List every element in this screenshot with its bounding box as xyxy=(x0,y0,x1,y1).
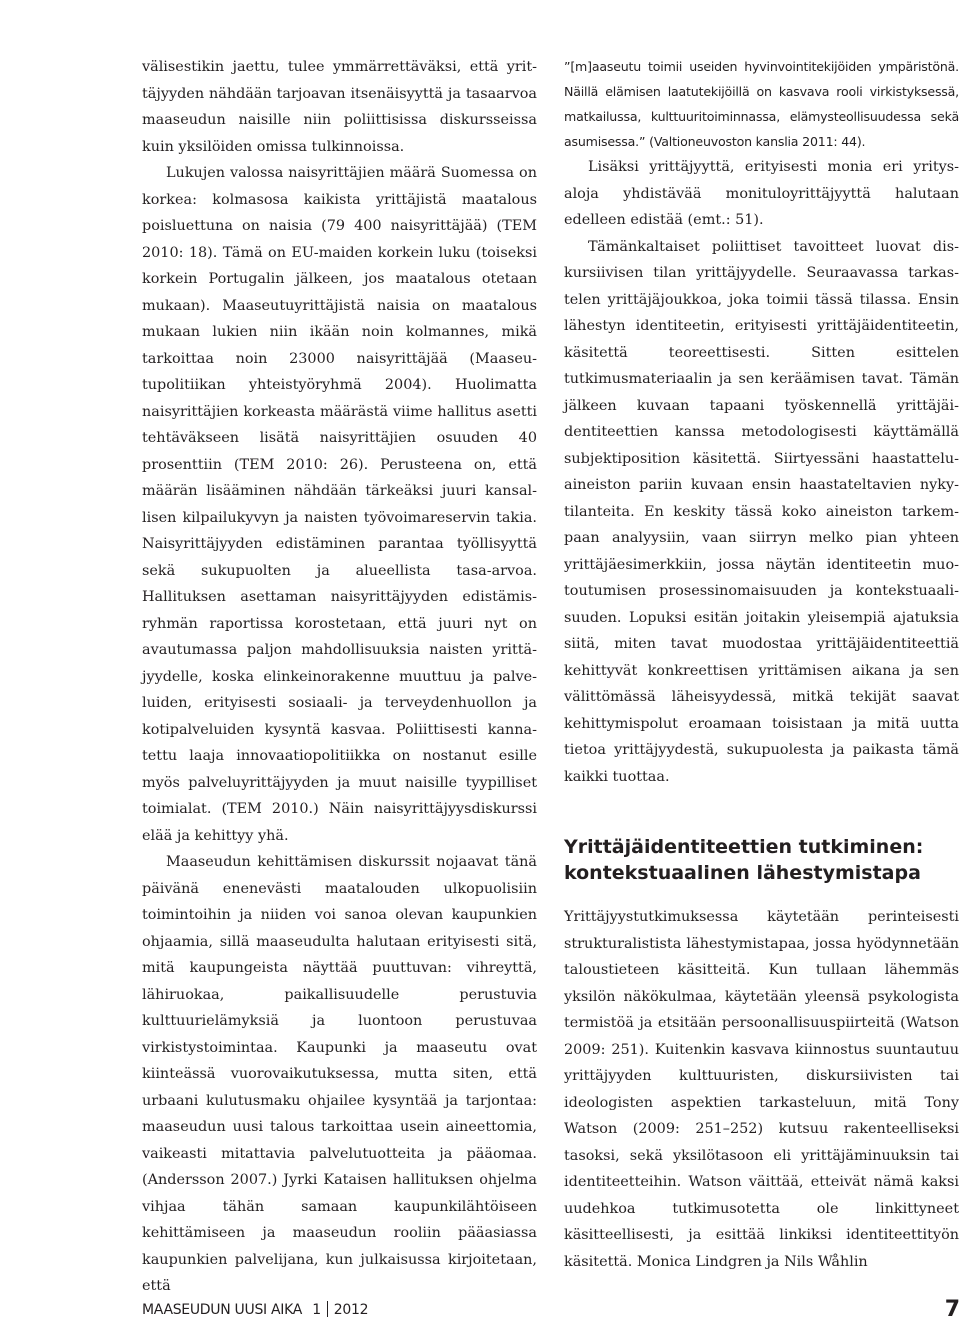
issue-year: 2012 xyxy=(333,1302,369,1318)
body-paragraph: Lukujen valossa naisyrittäjien määrä Suomessa on korkea: kolmasosa kaikista yrittäjistä maatalous poisluettuna on naisia (79 400 naisyrittäjää) (TEM 2010: 18). Tämä on EU-maiden korkein luku (toiseksi korkein Portugalin jälkeen, jos maatalous otetaan mukaan). Maaseutuyrittäjistä naisia on maatalous mukaan lukien niin ikään noin kolmannes, mikä tarkoittaa noin 23000 naisyrittäjää (Maaseutupolitiikan yhteistyöryhmä 2004). Huolimatta naisyrittäjien korkeasta määrästä viime hallitus asetti tehtäväkseen lisätä naisyrittäjien osuuden 40 prosenttiin (TEM 2010: 26). Perusteena on, että määrän lisääminen nähdään tärkeäksi juuri kansallisen kilpailukyvyn ja naisten työvoimareservin takia. Naisyrittäjyyden edistäminen parantaa työllisyyttä sekä sukupuolten ja alueellista tasa-arvoa. Hallituksen asettaman naisyrittäjyyden edistämisryhmän raportissa korostetaan, että juuri nyt on avautumassa paljon mahdollisuuksia naisten yrittäjyydelle, koska elinkeinorakenne muuttuu ja palveluiden, erityisesti sosiaali- ja terveydenhuollon ja kotipalveluiden kysyntä kasvaa. Poliittisesti kannatettu laaja innovaatiopolitiikka on nostanut esille myös palveluyrittäjyyden ja muut naisille tyypilliset toimialat. (TEM 2010.) Näin naisyrittäjyysdiskurssi elää ja kehittyy yhä. xyxy=(142,165,537,844)
body-paragraph: Yrittäjyystutkimuksessa käytetään perinteisesti strukturalistista lähestymistapaa, jossa hyödynnetään taloustieteen käsitteitä. Kun tullaan lähemmäs yksilön näkökulmaa, käytetään yleensä psykologista termistöä ja etsitään persoonallisuuspiirteitä (Watson 2009: 251). Kuitenkin kasvava kiinnostus suuntautuu yrittäjyyden kulttuuristen, diskursiivisten tai ideologisten aspektien tarkasteluun, mitä Tony Watson (2009: 251–252) kutsuu rakenteelliseksi tasoksi, sekä yksilötasoon eli yrittäjäminuuksin tai identiteetteihin. Watson väittää, etteivät nämä kaksi uudehkoa tutkimusotetta ole linkittyneet käsitteellisesti, ja esittää linkiksi identiteettityön käsitettä. Monica Lindgren ja Nils Wåhlin xyxy=(564,909,959,1270)
body-paragraph: Maaseudun kehittämisen diskurssit nojaavat tänä päivänä enenevästi maatalouden ulkopuolisiin toimintoihin ja niiden voi sanoa olevan kaupunkien ohjaamia, sillä maaseudulta halutaan erityisesti sitä, mitä kaupungeista näyttää puuttuvan: vihreyttä, lähiruokaa, paikallisuudelle perustuvia kulttuurielämyksiä ja luontoon perustuvaa virkistystoimintaa. Kaupunki ja maaseutu ovat kiinteässä vuorovaikutuksessa, mutta siten, että urbaani kulutusmaku ohjailee kysyntää ja tarjontaa: maaseudun uusi talous tarkoittaa usein aineettomia, vaikeasti mitattavia palvelutuotteita ja pääomaa. (Andersson 2007.) Jyrki Kataisen hallituksen ohjelma vihjaa tähän samaan kaupunkilähtöiseen kehittämiseen ja maaseudun rooliin pääasiassa kaupunkien palvelijana, kun julkaisussa kirjoitetaan, että xyxy=(142,854,537,1294)
issue-number: 1 xyxy=(312,1302,321,1318)
body-paragraph: välisestikin jaettu, tulee ymmärrettäväksi, että yrittäjyyden nähdään tarjoavan itsenäisyyttä ja tasaarvoa maaseudun naisille niin poliittisissa diskursseissa kuin yksilöiden omissa tulkinnoissa. xyxy=(142,59,537,155)
body-paragraph: Tämänkaltaiset poliittiset tavoitteet luovat diskursiivisen tilan yrittäjyydelle. Seuraavassa tarkastelen yrittäjäjoukkoa, joka toimii tässä tilassa. Ensin lähestyn identiteetin, erityisesti yrittäjäidentiteetin, käsitettä teoreettisesti. Sitten esittelen tutkimusmateriaalin ja sen keräämisen tavat. Tämän jälkeen kuvaan tapaani työskennellä yrittäjäidentiteettien kanssa metodologisesti käyttämällä subjektiposition käsitettä. Siirtyessäni haastatteluaineiston pariin kuvaan ensin haastateltavien nykytilanteita. En keskity tässä koko aineiston tarkempaan analyysiin, vaan siirryn melko pian yhteen yrittäjäesimerkkiin, jossa näytän identiteetin muotoutumisen prosessinomaisuuden ja kontekstuaalisuuden. Lopuksi esitän joitakin yleisempiä ajatuksia siitä, miten tavat muodostaa yrittäjäidentiteettiä kehittyvät konkreettisen yrittämisen aikana ja sen välittömässä läheisyydessä, mitkä tekijät saavat kehittymispolut eroamaan toisistaan ja mitä uutta tietoa yrittäjyydestä, sukupuolesta ja paikasta tämä kaikki tuottaa. xyxy=(564,238,959,785)
footer-publication-info xyxy=(142,1300,368,1320)
section-heading: Yrittäjäidentiteettien tutkiminen: kontekstuaalinen lähestymistapa xyxy=(564,836,924,884)
left-column xyxy=(142,54,537,1300)
page-footer xyxy=(142,1298,960,1324)
block-quote: ”[m]aaseutu toimii useiden hyvinvointitekijöiden ympäristönä. Näillä elämisen laatutekijöillä on kasvava rooli virkistyksessä, matkailussa, kulttuuritoiminnassa, elämysteollisuudessa sekä asumisessa.” (Valtioneuvoston kanslia 2011: 44). xyxy=(564,59,959,149)
publication-name: MAASEUDUN UUSI AIKA xyxy=(142,1302,303,1318)
body-paragraph: Lisäksi yrittäjyyttä, erityisesti monia eri yritysaloja yhdistävää monituloyrittäjyyttä halutaan edelleen edistää (emt.: 51). xyxy=(564,159,959,228)
footer-divider xyxy=(327,1301,328,1317)
right-column xyxy=(564,54,959,1275)
page-number: 7 xyxy=(944,1297,960,1322)
